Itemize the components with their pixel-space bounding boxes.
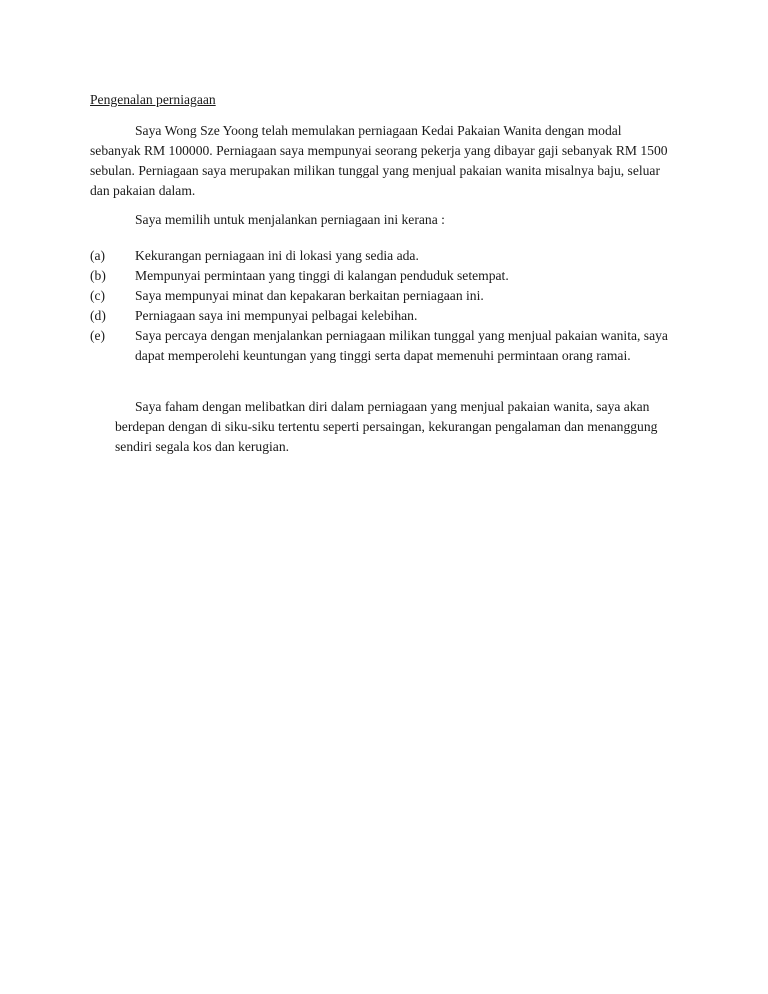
intro-paragraph (90, 121, 670, 201)
intro-paragraph-text: Saya Wong Sze Yoong telah memulakan perniagaan Kedai Pakaian Wanita dengan modal sebanyak RM 100000. Perniagaan saya mempunyai seorang pekerja yang dibayar gaji sebanyak RM 1500 sebulan. Perniagaan saya merupakan milikan tunggal yang menjual pakaian wanita misalnya baju, seluar dan pakaian dalam. (90, 123, 668, 198)
list-marker: (e) (90, 328, 106, 343)
list-item-text: Perniagaan saya ini mempunyai pelbagai kelebihan. (135, 308, 418, 323)
closing-paragraph (115, 397, 675, 457)
list-marker: (c) (90, 288, 106, 303)
list-item (90, 266, 675, 286)
list-marker: (d) (90, 308, 106, 323)
closing-paragraph-text: Saya faham dengan melibatkan diri dalam perniagaan yang menjual pakaian wanita, saya akan berdepan dengan di siku-siku tertentu seperti persaingan, kekurangan pengalaman dan menanggung sendiri segala kos dan kerugian. (115, 399, 658, 454)
list-item-text: Saya mempunyai minat dan kepakaran berkaitan perniagaan ini. (135, 288, 484, 303)
reasons-intro: Saya memilih untuk menjalankan perniagaan ini kerana : (135, 212, 445, 227)
section-heading: Pengenalan perniagaan (90, 92, 216, 107)
list-item (90, 306, 675, 326)
list-item (90, 246, 675, 266)
list-item (90, 286, 675, 306)
list-item (90, 326, 675, 366)
list-marker: (a) (90, 248, 106, 263)
list-item-text: Saya percaya dengan menjalankan perniagaan milikan tunggal yang menjual pakaian wanita, saya dapat memperolehi keuntungan yang tinggi serta dapat memenuhi permintaan orang ramai. (135, 328, 668, 363)
list-marker: (b) (90, 268, 106, 283)
list-item-text: Mempunyai permintaan yang tinggi di kalangan penduduk setempat. (135, 268, 509, 283)
list-item-text: Kekurangan perniagaan ini di lokasi yang sedia ada. (135, 248, 419, 263)
reasons-list (90, 246, 675, 366)
